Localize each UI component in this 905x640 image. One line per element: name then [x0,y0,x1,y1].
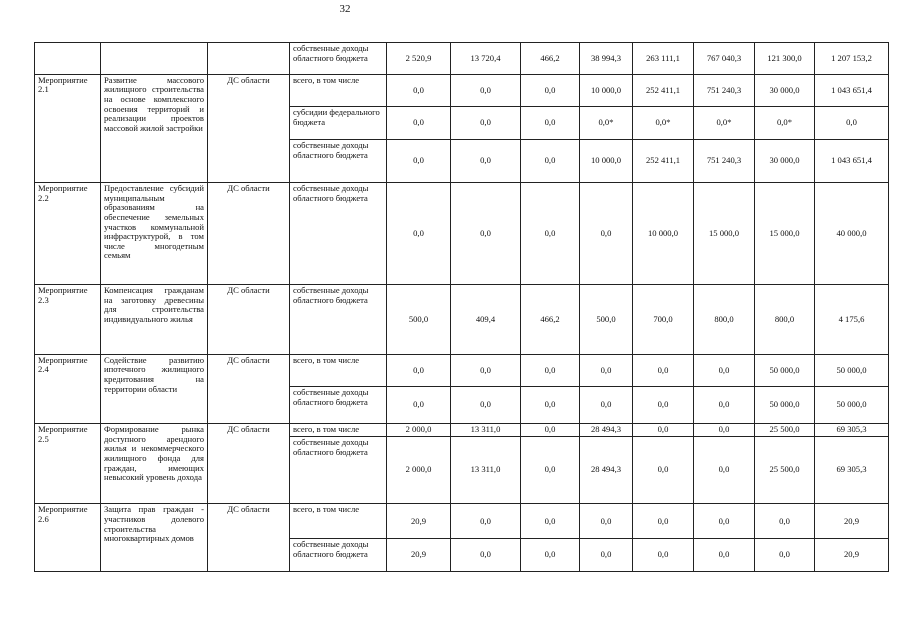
year-value: 15 000,0 [755,183,815,285]
event-code: Мероприятие 2.4 [35,354,101,423]
funding-source: собственные доходы областного бюджета [290,437,387,504]
event-name: Защита прав граждан - участников долевого строительства многоквартирных домов [101,504,208,572]
year-value: 30 000,0 [755,140,815,183]
year-value: 466,2 [521,285,580,354]
year-value: 751 240,3 [694,74,755,107]
total-value: 1 043 651,4 [815,140,889,183]
year-value: 0,0 [451,107,521,140]
funding-source: всего, в том числе [290,504,387,539]
year-value: 50 000,0 [755,387,815,424]
total-value: 1 207 153,2 [815,43,889,75]
year-value: 0,0 [451,354,521,387]
year-value: 0,0 [521,354,580,387]
funding-source: собственные доходы областного бюджета [290,140,387,183]
table-row [35,183,889,285]
event-code: Мероприятие 2.5 [35,424,101,504]
total-value: 50 000,0 [815,354,889,387]
event-code [35,43,101,75]
year-value: 0,0 [755,504,815,539]
year-value: 252 411,1 [633,140,694,183]
funding-source: всего, в том числе [290,424,387,437]
total-value: 69 305,3 [815,424,889,437]
year-value: 0,0 [694,504,755,539]
year-value: 0,0 [580,183,633,285]
year-value: 28 494,3 [580,437,633,504]
year-value: 0,0 [521,504,580,539]
year-value: 2 000,0 [387,424,451,437]
year-value: 0,0 [633,387,694,424]
funding-source: собственные доходы областного бюджета [290,387,387,424]
total-value: 4 175,6 [815,285,889,354]
year-value: 0,0 [521,74,580,107]
year-value: 0,0 [580,354,633,387]
year-value: 0,0 [451,183,521,285]
year-value: 500,0 [580,285,633,354]
year-value: 0,0 [521,387,580,424]
year-value: 0,0 [387,354,451,387]
total-value: 40 000,0 [815,183,889,285]
executor: ДС области [208,504,290,572]
table-row [35,424,889,437]
funding-source: всего, в том числе [290,74,387,107]
total-value: 1 043 651,4 [815,74,889,107]
year-value: 0,0 [521,140,580,183]
year-value: 0,0* [694,107,755,140]
year-value: 800,0 [694,285,755,354]
event-name: Развитие массового жилищного строительства на основе комплексного освоения территорий и реализации проектов массовой жилой застройки [101,74,208,182]
funding-source: субсидии федерального бюджета [290,107,387,140]
table-row [35,43,889,75]
executor: ДС области [208,183,290,285]
executor: ДС области [208,354,290,423]
event-name: Формирование рынка доступного арендного жилья и некоммерческого жилищного фонда для граждан, имеющих невысокий уровень дохода [101,424,208,504]
year-value: 0,0* [580,107,633,140]
year-value: 800,0 [755,285,815,354]
year-value: 0,0 [451,140,521,183]
event-code: Мероприятие 2.3 [35,285,101,354]
funding-source: собственные доходы областного бюджета [290,539,387,572]
year-value: 0,0 [387,107,451,140]
year-value: 0,0 [521,107,580,140]
year-value: 0,0 [387,74,451,107]
year-value: 25 500,0 [755,437,815,504]
year-value: 28 494,3 [580,424,633,437]
year-value: 252 411,1 [633,74,694,107]
year-value: 409,4 [451,285,521,354]
event-code: Мероприятие 2.6 [35,504,101,572]
total-value: 50 000,0 [815,387,889,424]
year-value: 0,0 [694,424,755,437]
year-value: 263 111,1 [633,43,694,75]
year-value: 0,0 [633,424,694,437]
executor: ДС области [208,424,290,504]
total-value: 20,9 [815,539,889,572]
executor: ДС области [208,285,290,354]
year-value: 0,0 [633,354,694,387]
year-value: 0,0 [694,354,755,387]
year-value: 15 000,0 [694,183,755,285]
total-value: 69 305,3 [815,437,889,504]
event-name: Предоставление субсидий муниципальным образованиям на обеспечение земельных участков коммунальной инфраструктурой, в том числе многодетным семьям [101,183,208,285]
year-value: 0,0* [755,107,815,140]
funding-source: собственные доходы областного бюджета [290,43,387,75]
year-value: 20,9 [387,539,451,572]
event-name: Содействие развитию ипотечного жилищного кредитования на территории области [101,354,208,423]
year-value: 0,0 [755,539,815,572]
year-value: 0,0* [633,107,694,140]
year-value: 13 311,0 [451,437,521,504]
year-value: 0,0 [694,387,755,424]
year-value: 25 500,0 [755,424,815,437]
year-value: 0,0 [580,504,633,539]
year-value: 0,0 [387,387,451,424]
table-row [35,74,889,107]
year-value: 0,0 [451,504,521,539]
total-value: 0,0 [815,107,889,140]
funding-source: собственные доходы областного бюджета [290,285,387,354]
year-value: 0,0 [451,387,521,424]
year-value: 0,0 [387,183,451,285]
year-value: 0,0 [521,539,580,572]
year-value: 0,0 [633,539,694,572]
year-value: 0,0 [521,437,580,504]
year-value: 0,0 [451,74,521,107]
year-value: 0,0 [521,424,580,437]
funding-source: собственные доходы областного бюджета [290,183,387,285]
year-value: 0,0 [633,437,694,504]
year-value: 10 000,0 [580,140,633,183]
event-code: Мероприятие 2.2 [35,183,101,285]
event-code: Мероприятие 2.1 [35,74,101,182]
year-value: 121 300,0 [755,43,815,75]
page-number: 32 [339,3,351,15]
funding-source: всего, в том числе [290,354,387,387]
event-name: Компенсация гражданам на заготовку древесины для строительства индивидуального жилья [101,285,208,354]
table-row [35,354,889,387]
year-value: 13 311,0 [451,424,521,437]
executor: ДС области [208,74,290,182]
year-value: 0,0 [580,387,633,424]
year-value: 20,9 [387,504,451,539]
year-value: 0,0 [580,539,633,572]
year-value: 0,0 [521,183,580,285]
year-value: 767 040,3 [694,43,755,75]
year-value: 0,0 [633,504,694,539]
year-value: 0,0 [694,437,755,504]
year-value: 2 520,9 [387,43,451,75]
year-value: 10 000,0 [633,183,694,285]
year-value: 751 240,3 [694,140,755,183]
total-value: 20,9 [815,504,889,539]
year-value: 30 000,0 [755,74,815,107]
year-value: 50 000,0 [755,354,815,387]
year-value: 13 720,4 [451,43,521,75]
year-value: 0,0 [694,539,755,572]
table-row [35,504,889,539]
executor [208,43,290,75]
budget-table [34,42,889,572]
year-value: 0,0 [451,539,521,572]
year-value: 0,0 [387,140,451,183]
event-name [101,43,208,75]
year-value: 10 000,0 [580,74,633,107]
year-value: 700,0 [633,285,694,354]
year-value: 2 000,0 [387,437,451,504]
year-value: 38 994,3 [580,43,633,75]
table-row [35,285,889,354]
year-value: 500,0 [387,285,451,354]
year-value: 466,2 [521,43,580,75]
